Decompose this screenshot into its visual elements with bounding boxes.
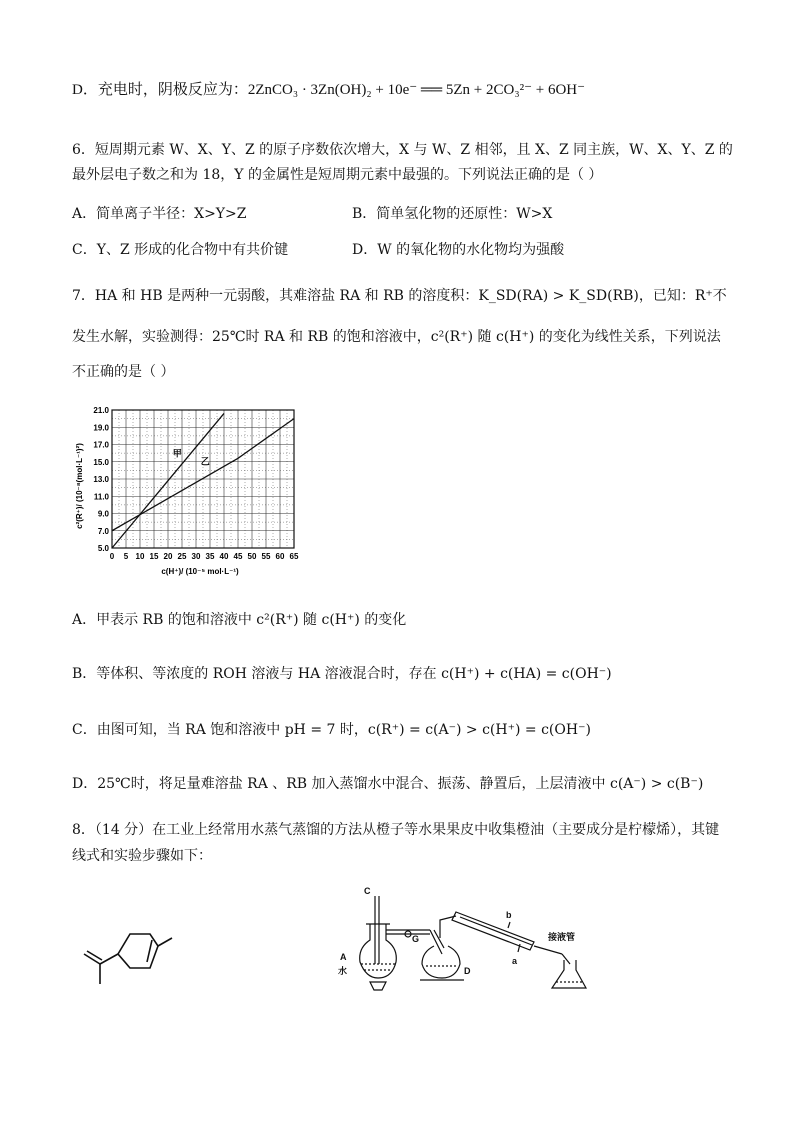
y-tick-label: 13.0: [93, 475, 109, 484]
y-tick-label: 15.0: [93, 457, 109, 467]
y-tick-label: 17.0: [93, 440, 109, 450]
series-label-2: 乙: [200, 456, 210, 467]
x-tick-label: 55: [261, 552, 271, 561]
label-b: b: [506, 910, 512, 920]
limonene-structure-diagram: [78, 916, 188, 996]
q6-stem-line1: 6．短周期元素 W、X、Y、Z 的原子序数依次增大，X 与 W、Z 相邻，且 X、Z 同主族，W、X、Y、Z 的: [72, 142, 733, 158]
y-tick-label: 19.0: [93, 423, 109, 433]
y-tick-label: 5.0: [97, 544, 109, 553]
q6-stem-line2: 最外层电子数之和为 18，Y 的金属性是短周期元素中最强的。下列说法正确的是（ ）: [72, 167, 603, 183]
label-receiver-adapter: 接液管: [548, 932, 576, 942]
series-line-2: [112, 419, 294, 531]
q6-option-d: D．W 的氧化物的水化物均为强酸: [352, 242, 565, 258]
q7-stem-line1: 7．HA 和 HB 是两种一元弱酸，其难溶盐 RA 和 RB 的溶度积：K_SD(RA) > K_SD(RB)，已知：R⁺不: [72, 288, 727, 304]
x-tick-label: 45: [233, 552, 243, 561]
x-tick-label: 65: [289, 552, 299, 561]
x-tick-label: 20: [163, 552, 173, 561]
x-tick-label: 0: [109, 552, 115, 561]
q8-stem-line2: 线式和实验步骤如下：: [72, 848, 212, 864]
steam-distillation-apparatus-diagram: [330, 884, 590, 1000]
x-tick-label: 60: [275, 552, 285, 561]
y-tick-label: 9.0: [97, 509, 109, 519]
y-tick-label: 7.0: [97, 526, 109, 536]
label-g: G: [412, 934, 420, 944]
q7-option-c: C．由图可知，当 RA 饱和溶液中 pH = 7 时，c(R⁺) = c(A⁻) > c(H⁺) = c(OH⁻): [72, 722, 591, 738]
q7-option-a: A．甲表示 RB 的饱和溶液中 c²(R⁺) 随 c(H⁺) 的变化: [72, 612, 407, 628]
q6-option-c: C．Y、Z 形成的化合物中有共价键: [72, 242, 289, 258]
q6-option-b: B．简单氢化物的还原性：W>X: [352, 206, 553, 222]
x-tick-label: 40: [219, 552, 229, 561]
x-tick-label: 10: [135, 552, 145, 561]
q8-stem-line1: 8．（14 分）在工业上经常用水蒸气蒸馏的方法从橙子等水果果皮中收集橙油（主要成分是柠檬烯），其键: [72, 822, 720, 838]
label-c: C: [364, 886, 371, 896]
x-tick-label: 25: [177, 552, 187, 561]
solubility-line-chart: [72, 404, 312, 580]
q7-stem-line2: 发生水解，实验测得：25℃时 RA 和 RB 的饱和溶液中，c²(R⁺) 随 c(H⁺) 的变化为线性关系，下列说法: [72, 329, 721, 345]
x-tick-label: 15: [149, 552, 159, 561]
y-tick-label: 11.0: [93, 492, 109, 502]
q7-option-b: B．等体积、等浓度的 ROH 溶液与 HA 溶液混合时，存在 c(H⁺) + c(HA) = c(OH⁻): [72, 666, 612, 682]
label-a: A: [340, 952, 347, 962]
q7-option-d: D．25℃时，将足量难溶盐 RA 、RB 加入蒸馏水中混合、振荡、静置后，上层清液中 c(A⁻) > c(B⁻): [72, 776, 704, 792]
label-a-lower: a: [512, 956, 518, 966]
y-axis-label: c²(R⁺)/ (10⁻⁸(mol·L⁻¹)²): [75, 443, 84, 529]
x-tick-label: 35: [205, 552, 215, 561]
q5-option-d: D．充电时，阴极反应为：2ZnCO₃ · 3Zn(OH)₂ + 10e⁻ ══ 5Zn + 2CO₃²⁻ + 6OH⁻: [72, 82, 586, 98]
x-tick-label: 5: [123, 552, 129, 561]
x-tick-label: 30: [191, 552, 201, 561]
series-label-1: 甲: [172, 448, 182, 459]
x-tick-label: 50: [247, 552, 257, 561]
label-d: D: [464, 966, 471, 976]
label-water: 水: [338, 966, 348, 976]
y-tick-label: 21.0: [93, 406, 109, 415]
x-axis-label: c(H⁺)/ (10⁻⁵ mol·L⁻¹): [161, 567, 239, 576]
q6-option-a: A．简单离子半径：X>Y>Z: [72, 206, 247, 222]
q7-stem-line3: 不正确的是（ ）: [72, 364, 175, 380]
